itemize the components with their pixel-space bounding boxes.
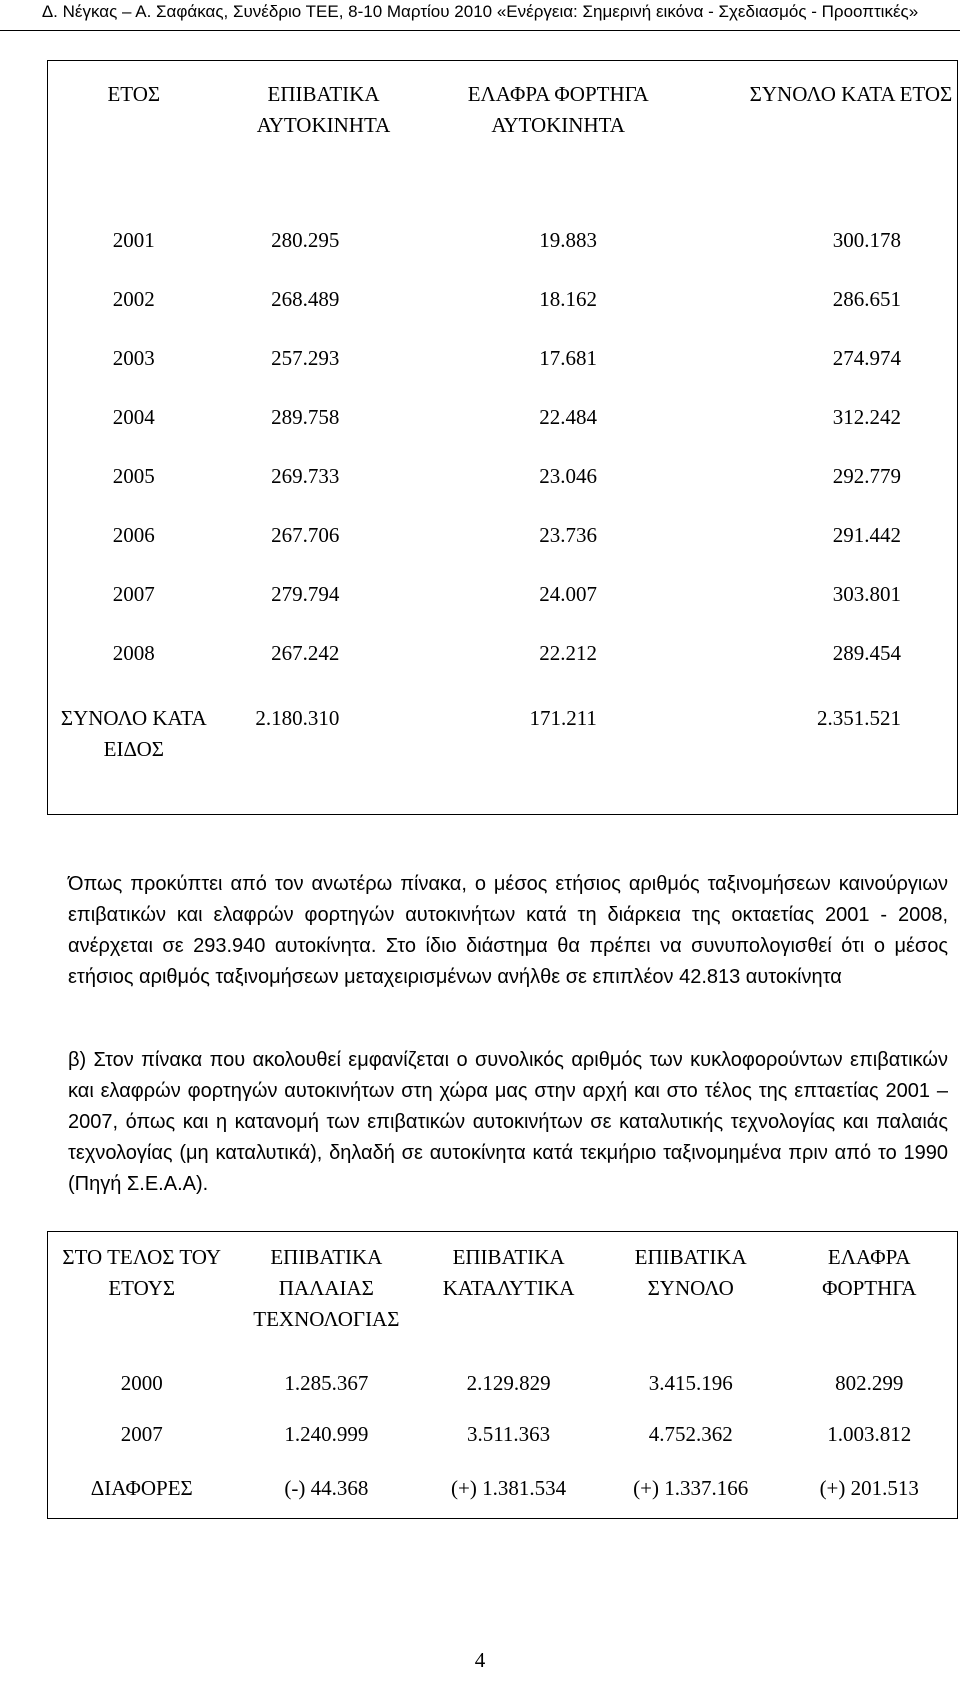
table-row [48,1357,958,1409]
cell-light-trucks: 22.484 [539,405,597,429]
table-differences-row [48,1459,958,1519]
cell-year: 2007 [112,582,155,606]
header-cell-catalytic: ΕΠΙΒΑΤΙΚΑ ΚΑΤΑΛΥΤΙΚΑ [442,1245,575,1300]
header-cell-end-of-year: ΣΤΟ ΤΕΛΟΣ ΤΟΥ ΕΤΟΥΣ [62,1245,222,1300]
table-header-row [48,61,958,212]
cell-passenger: 280.295 [271,228,340,252]
table-row [48,211,958,270]
cell-diff-passenger-total: (+) 1.337.166 [633,1476,749,1500]
header-cell-passenger: ΕΠΙΒΑΤΙΚΑ ΑΥΤΟΚΙΝΗΤΑ [256,82,391,137]
cell-light-trucks: 17.681 [539,346,597,370]
header-cell-year: ΕΤΟΣ [107,82,161,106]
paragraph-summary: Όπως προκύπτει από τον ανωτέρω πίνακα, ο μέσος ετήσιος αριθμός ταξινομήσεων καινούργιων επιβατικών και ελαφρών φορτηγών αυτοκινήτων κατά τη διάρκεια της οκταετίας 2001 - 2008, ανέρχεται σε 293.940 αυτοκίνητα. Στο ίδιο διάστημα θα πρέπει να συνυπολογισθεί ότι ο μέσος ετήσιος αριθμός ταξινομήσεων μεταχειρισμένων ανήλθε σε επιπλέον 42.813 αυτοκίνητα [68,873,948,988]
cell-total-light-trucks: 171.211 [529,706,597,730]
cell-total: 291.442 [832,523,901,547]
cell-light-trucks: 22.212 [539,641,597,665]
cell-total: 303.801 [832,582,901,606]
paragraph-b: β) Στον πίνακα που ακολουθεί εμφανίζεται ο συνολικός αριθμός των κυκλοφορούντων επιβατικών και ελαφρών φορτηγών αυτοκινήτων στη χώρα μας στην αρχή και στο τέλος της επταετίας 2001 – 2007, όπως και η κατανομή των επιβατικών αυτοκινήτων σε καταλυτικής τεχνολογίας και παλαιάς τεχνολογίας (μη καταλυτικά), δηλαδή σε αυτοκίνητα κατά τεκμήριο ταξινομημένα πριν από το 1990 (Πηγή Σ.Ε.Α.Α). [68,1049,948,1195]
header-cell-passenger-total: ΕΠΙΒΑΤΙΚΑ ΣΥΝΟΛΟ [634,1245,747,1300]
cell-passenger: 267.242 [271,641,340,665]
table-header-row [48,1232,958,1358]
table-row [48,447,958,506]
cell-catalytic: 3.511.363 [466,1421,551,1446]
table-row [48,565,958,624]
fleet-table [47,1231,958,1519]
cell-total: 312.242 [832,405,901,429]
header-cell-light-trucks: ΕΛΑΦΡΑ ΦΟΡΤΗΓΑ [822,1245,917,1300]
cell-year: 2005 [112,464,155,488]
cell-passenger: 267.706 [271,523,340,547]
table-row [48,388,958,447]
cell-light-trucks: 23.736 [539,523,597,547]
cell-passenger: 257.293 [271,346,340,370]
page-number: 4 [474,1648,486,1672]
cell-catalytic: 2.129.829 [466,1370,551,1395]
cell-passenger-total: 3.415.196 [648,1370,733,1395]
cell-light-trucks: 19.883 [539,228,597,252]
cell-light-trucks: 23.046 [539,464,597,488]
header-cell-total-year: ΣΥΝΟΛΟ ΚΑΤΑ ΕΤΟΣ [749,82,953,106]
cell-year: 2008 [112,641,155,665]
cell-diff-old-tech: (-) 44.368 [284,1476,369,1500]
cell-total: 289.454 [832,641,901,665]
cell-differences-label: ΔΙΑΦΟΡΕΣ [90,1476,193,1500]
header-cell-old-tech: ΕΠΙΒΑΤΙΚΑ ΠΑΛΑΙΑΣ ΤΕΧΝΟΛΟΓΙΑΣ [253,1245,400,1331]
cell-diff-catalytic: (+) 1.381.534 [451,1476,567,1500]
cell-passenger: 279.794 [271,582,340,606]
cell-year: 2000 [120,1370,163,1395]
cell-passenger: 289.758 [271,405,340,429]
cell-total: 286.651 [832,287,901,311]
cell-passenger-total: 4.752.362 [648,1421,733,1446]
cell-light-trucks: 18.162 [539,287,597,311]
cell-total: 292.779 [832,464,901,488]
cell-total-label: ΣΥΝΟΛΟ ΚΑΤΑ ΕΙΔΟΣ [60,706,207,761]
cell-total-passenger: 2.180.310 [255,706,340,730]
cell-year: 2004 [112,405,155,429]
cell-year: 2006 [112,523,155,547]
header-cell-light-trucks: ΕΛΑΦΡΑ ΦΟΡΤΗΓΑ ΑΥΤΟΚΙΝΗΤΑ [467,82,649,137]
cell-total: 300.178 [832,228,901,252]
header-rule [0,30,960,31]
cell-light-trucks: 802.299 [835,1370,904,1395]
cell-passenger: 268.489 [271,287,340,311]
table-row [48,1409,958,1459]
table-total-row [48,683,958,815]
cell-year: 2001 [112,228,155,252]
table-row [48,329,958,388]
registrations-table [47,60,958,815]
table-row [48,624,958,683]
cell-total: 274.974 [832,346,901,370]
cell-grand-total: 2.351.521 [817,706,901,730]
cell-year: 2002 [112,287,155,311]
cell-diff-light-trucks: (+) 201.513 [819,1476,919,1500]
cell-year: 2003 [112,346,155,370]
running-header: Δ. Νέγκας – Α. Σαφάκας, Συνέδριο ΤΕΕ, 8-10 Μαρτίου 2010 «Ενέργεια: Σημερινή εικόνα - Σχεδιασμός - Προοπτικές» [41,2,919,21]
table-row [48,506,958,565]
cell-passenger: 269.733 [271,464,340,488]
cell-old-tech: 1.285.367 [284,1370,369,1395]
table-row [48,270,958,329]
cell-light-trucks: 1.003.812 [827,1421,912,1446]
cell-year: 2007 [120,1421,163,1446]
cell-old-tech: 1.240.999 [284,1421,369,1446]
cell-light-trucks: 24.007 [539,582,597,606]
